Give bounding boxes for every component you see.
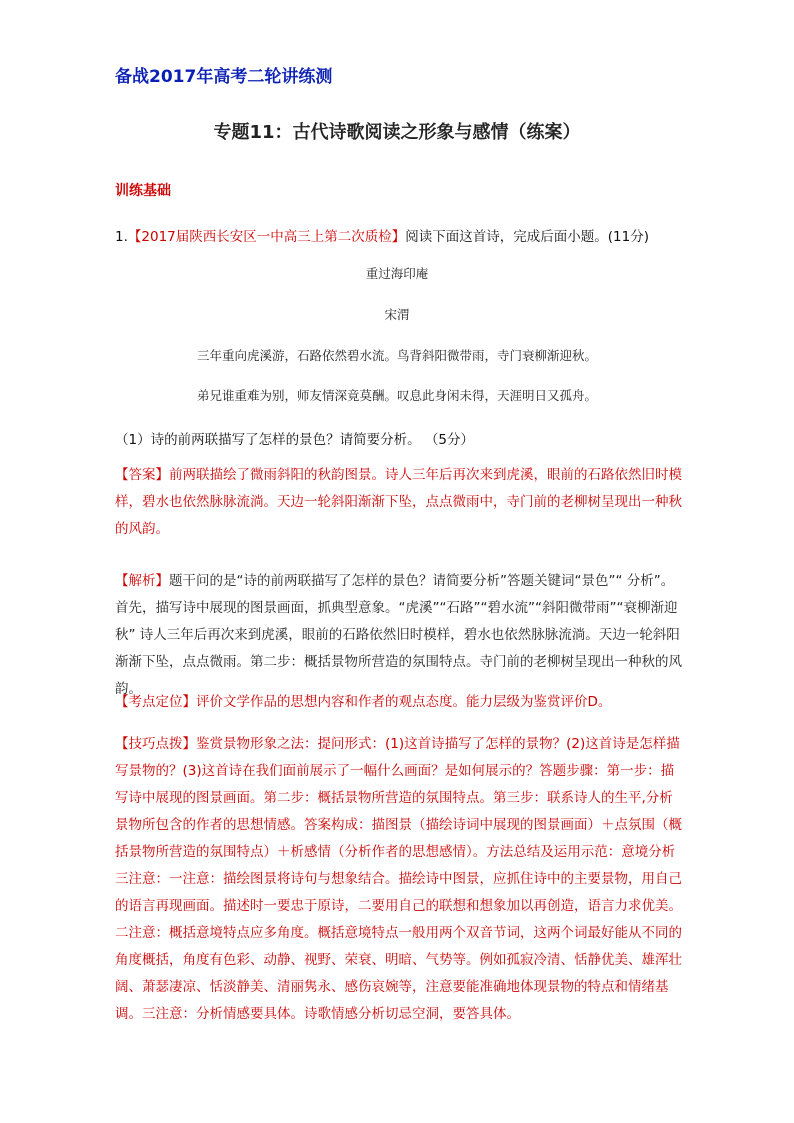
jiqiao-text: 鉴赏景物形象之法：提问形式：(1)这首诗描写了怎样的景物？(2)这首诗是怎样描写景物的？(3)这首诗在我们面前展示了一幅什么画面？是如何展示的？答题步骤：第一步：描写诗中展现的图景画面。第二步：概括景物所营造的氛围特点。第三步：联系诗人的生平,分析景物所包含的作者的思想情感。答案构成：描图景（描绘诗词中展现的图景画面）＋点氛围（概括景物所营造的氛围特点）＋析感情（分析作者的思想感情）。方法总结及运用示范：意境分析三注意：一注意：描绘图景将诗句与想象结合。描绘诗中图景，应抓住诗中的主要景物，用自己的语言再现画面。描述时一要忠于原诗，二要用自己的联想和想象加以再创造，语言力求优美。二注意：概括意境特点应多角度。概括意境特点一般用两个双音节词，这两个词最好能从不同的角度概括，角度有色彩、动静、视野、荣衰、明暗、气势等。例如孤寂冷清、恬静优美、雄浑壮阔、萧瑟凄凉、恬淡静美、清丽隽永、感伤哀婉等，注意要能准确地体现景物的特点和情绪基调。三注意：分析情感要具体。诗歌情感分析切忌空洞，要答具体。 <box>115 736 682 1022</box>
question-prompt: 阅读下面这首诗，完成后面小题。(11分) <box>405 229 649 245</box>
analysis-block <box>115 568 687 703</box>
poem-author: 宋渭 <box>384 307 410 322</box>
jiqiao-label: 【技巧点拨】 <box>115 736 196 752</box>
kaodian-text: 评价文学作品的思想内容和作者的观点态度。能力层级为鉴赏评价D。 <box>196 694 612 710</box>
page-title: 专题11：古代诗歌阅读之形象与感情（练案） <box>213 122 581 143</box>
poem-line-2: 弟兄谁重难为别，师友情深竟莫酬。叹息此身闲未得，天涯明日又孤舟。 <box>196 388 597 403</box>
kaodian-label: 【考点定位】 <box>115 694 196 710</box>
analysis-text: 题干问的是“诗的前两联描写了怎样的景色？请简要分析”答题关键词“景色”“ 分析”。首先，描写诗中展现的图景画面，抓典型意象。“虎溪”“石路”“碧水流”“斜阳微带雨”“衰柳渐迎秋” 诗人三年后再次来到虎溪，眼前的石路依然旧时模样，碧水也依然脉脉流淌。天边一轮斜阳渐渐下坠，点点微雨。第二步：概括景物所营造的氛围特点。寺门前的老柳树呈现出一种秋的风韵。 <box>115 573 682 697</box>
question-source: 【2017届陕西长安区一中高三上第二次质检】 <box>127 229 406 245</box>
question-number: 1. <box>115 229 128 245</box>
answer-block <box>115 462 685 543</box>
answer-label: 【答案】 <box>115 467 169 483</box>
sub-question: （1）诗的前两联描写了怎样的景色？请简要分析。 （5分） <box>115 432 474 448</box>
poem-title: 重过海印庵 <box>365 266 429 281</box>
answer-text: 前两联描绘了微雨斜阳的秋韵图景。诗人三年后再次来到虎溪，眼前的石路依然旧时模样，碧水也依然脉脉流淌。天边一轮斜阳渐渐下坠，点点微雨中，寺门前的老柳树呈现出一种秋的风韵。 <box>115 467 682 537</box>
jiqiao-block <box>115 731 685 1028</box>
analysis-label: 【解析】 <box>115 573 169 589</box>
series-title: 备战2017年高考二轮讲练测 <box>115 67 333 87</box>
kaodian-block <box>115 689 685 716</box>
poem-line-1: 三年重向虎溪游，石路依然碧水流。鸟背斜阳微带雨，寺门衰柳渐迎秋。 <box>196 348 597 363</box>
question-1 <box>115 225 649 245</box>
section-heading: 训练基础 <box>115 183 171 199</box>
